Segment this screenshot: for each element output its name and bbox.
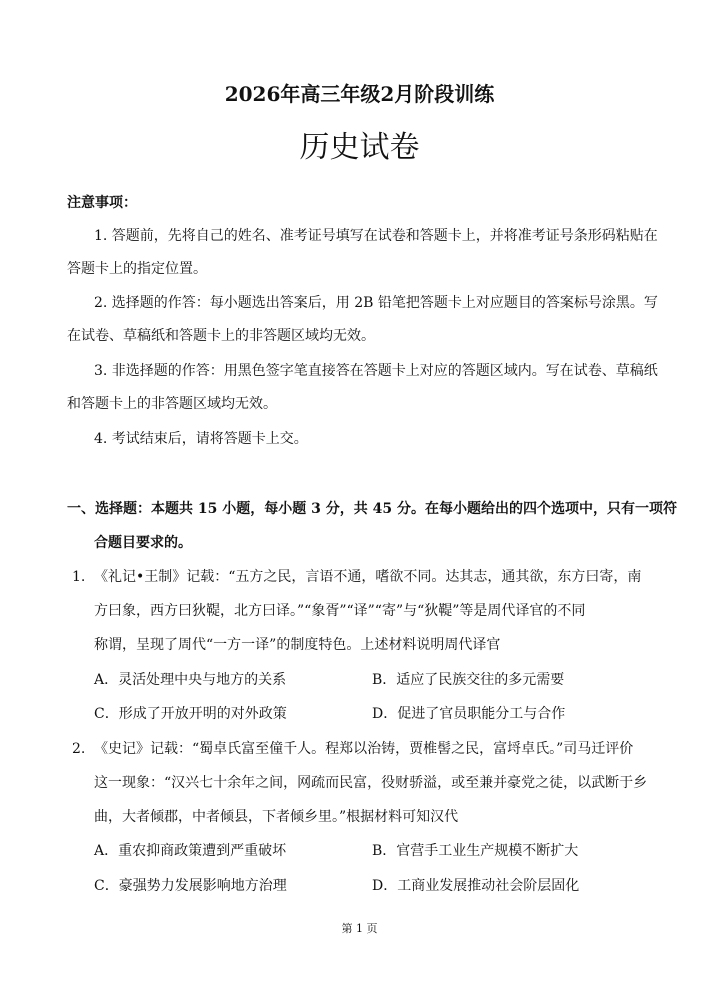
question-text-line: 称谓，呈现了周代“一方一译”的制度特色。上述材料说明周代译官 <box>94 637 501 653</box>
note-line: 在试卷、草稿纸和答题卡上的非答题区域均无效。 <box>67 328 375 344</box>
note-line: 答题卡上的指定位置。 <box>67 261 207 277</box>
question-text-line: 《史记》记载：“蜀卓氏富至僮千人。程郑以治铸，贾椎髻之民，富埒卓氏。”司马迁评价 <box>94 741 634 757</box>
question-text-line: 方曰象，西方曰狄鞮，北方曰译。”“象胥”“译”“寄”与“狄鞮”等是周代译官的不同 <box>94 603 586 619</box>
question-text-line: 曲，大者倾郡，中者倾县，下者倾乡里。”根据材料可知汉代 <box>94 809 459 825</box>
option-d: D．促进了官员职能分工与合作 <box>372 706 566 722</box>
option-a: A．重农抑商政策遭到严重破坏 <box>94 843 287 859</box>
section-heading-cont: 合题目要求的。 <box>94 535 192 551</box>
note-line: 1. 答题前，先将自己的姓名、准考证号填写在试卷和答题卡上，并将准考证号条形码粘贴在 <box>94 228 658 244</box>
option-c: C．豪强势力发展影响地方治理 <box>94 878 287 894</box>
option-b: B．适应了民族交往的多元需要 <box>372 672 565 688</box>
note-line: 2. 选择题的作答：每小题选出答案后，用 2B 铅笔把答题卡上对应题目的答案标号涂黑。写 <box>94 295 658 311</box>
option-a: A．灵活处理中央与地方的关系 <box>94 672 287 688</box>
section-heading: 一、选择题：本题共 15 小题，每小题 3 分，共 45 分。在每小题给出的四个选项中，只有一项符 <box>67 501 677 517</box>
question-text-line: 《礼记•王制》记载：“五方之民，言语不通，嗜欲不同。达其志，通其欲，东方曰寄，南 <box>94 569 642 585</box>
question-text-line: 这一现象：“汉兴七十余年之间，网疏而民富，役财骄溢，或至兼并豪党之徒，以武断于乡 <box>94 775 648 791</box>
question-number: 1. <box>72 569 86 585</box>
notes-heading: 注意事项： <box>67 195 137 211</box>
question-number: 2. <box>72 741 86 757</box>
option-c: C．形成了开放开明的对外政策 <box>94 706 287 722</box>
note-line: 4. 考试结束后，请将答题卡上交。 <box>94 431 308 447</box>
option-b: B．官营手工业生产规模不断扩大 <box>372 843 579 859</box>
exam-title: 2026年高三年级2月阶段训练 <box>224 82 495 106</box>
note-line: 3. 非选择题的作答：用黑色签字笔直接答在答题卡上对应的答题区域内。写在试卷、草稿纸 <box>94 363 658 379</box>
page-number: 第 1 页 <box>341 922 378 935</box>
subject-title: 历史试卷 <box>299 130 420 165</box>
option-d: D．工商业发展推动社会阶层固化 <box>372 878 580 894</box>
note-line: 和答题卡上的非答题区域均无效。 <box>67 396 277 412</box>
